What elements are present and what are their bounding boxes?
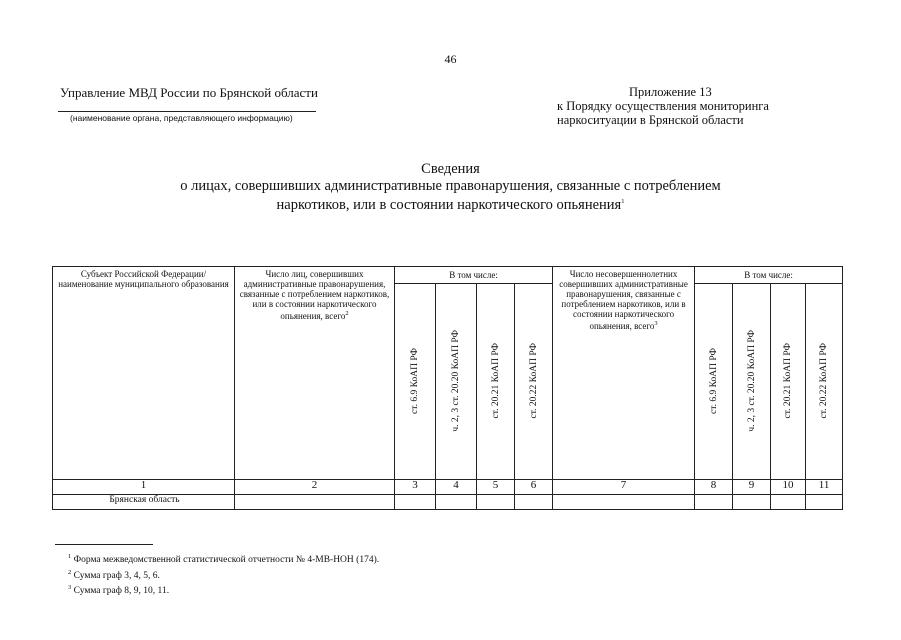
value-cell: [235, 495, 395, 510]
title-line-3-text: наркотиков, или в состоянии наркотического опьянения: [276, 196, 622, 213]
value-cell: [553, 495, 695, 510]
column-number: 4: [436, 480, 477, 495]
footnote-3: $^3$ Сумма граф 8, 9, 10, 11.: [68, 584, 170, 597]
value-cell: [733, 495, 771, 510]
annex-block: [557, 85, 769, 127]
region-cell: Брянская область: [53, 495, 235, 510]
value-cell: [771, 495, 806, 510]
value-cell: [395, 495, 436, 510]
value-cell: [695, 495, 733, 510]
value-cell: [515, 495, 553, 510]
footnote-separator: [55, 544, 153, 545]
organization-underline: [58, 111, 316, 112]
table-row: [53, 495, 843, 510]
column-number-row: [53, 480, 843, 495]
header-g1-col-4: ч. 2, 3 ст. 20.20 КоАП РФ: [436, 284, 477, 480]
header-g2-col-10: ст. 20.21 КоАП РФ: [771, 284, 806, 480]
value-cell: [436, 495, 477, 510]
header-subject: Субъект Российской Федерации/ наименование муниципального образования: [53, 267, 235, 480]
header-group2: В том числе:: [695, 267, 843, 284]
column-number: 1: [53, 480, 235, 495]
annex-line-2: к Порядку осуществления мониторинга: [557, 99, 769, 113]
column-number: 6: [515, 480, 553, 495]
header-total-persons: Число лиц, совершивших административные правонарушения, связанные с потреблением наркотиков, или в состоянии наркотического опьянения, всего$^2$: [235, 267, 395, 480]
value-cell: [477, 495, 515, 510]
column-number: 11: [806, 480, 843, 495]
column-number: 9: [733, 480, 771, 495]
organization-caption: (наименование органа, представляющего информацию): [70, 113, 293, 123]
column-number: 2: [235, 480, 395, 495]
title-footnote-ref: 1: [621, 198, 625, 205]
header-g2-col-8: ст. 6.9 КоАП РФ: [695, 284, 733, 480]
header-g2-col-9: ч. 2, 3 ст. 20.20 КоАП РФ: [733, 284, 771, 480]
footnotes: [68, 551, 379, 598]
statistics-table: [52, 266, 843, 510]
annex-line-1: Приложение 13: [629, 85, 712, 99]
annex-line-3: наркоситуации в Брянской области: [557, 113, 744, 127]
header-g1-col-5: ст. 20.21 КоАП РФ: [477, 284, 515, 480]
page-number: 46: [444, 52, 457, 66]
table-header-row-1: [53, 267, 843, 284]
column-number: 10: [771, 480, 806, 495]
column-number: 7: [553, 480, 695, 495]
title-line-3: [0, 194, 901, 213]
document-title: [0, 161, 901, 213]
header-total-minors: Число несовершеннолетних совершивших административные правонарушения, связанные с потреблением наркотиков, или в состоянии наркотического опьянения, всего$^3$: [553, 267, 695, 480]
header-g1-col-3: ст. 6.9 КоАП РФ: [395, 284, 436, 480]
column-number: 3: [395, 480, 436, 495]
column-number: 8: [695, 480, 733, 495]
value-cell: [806, 495, 843, 510]
footnote-1: $^1$ Форма межведомственной статистической отчетности № 4-МВ-НОН (174).: [68, 553, 380, 566]
title-line-1: Сведения: [421, 161, 480, 177]
column-number: 5: [477, 480, 515, 495]
organization-name: Управление МВД России по Брянской области: [60, 85, 318, 100]
title-line-2: о лицах, совершивших административные правонарушения, связанные с потреблением: [180, 177, 721, 194]
header-group1: В том числе:: [395, 267, 553, 284]
footnote-2: $^2$ Сумма граф 3, 4, 5, 6.: [68, 568, 160, 581]
header-g2-col-11: ст. 20.22 КоАП РФ: [806, 284, 843, 480]
header-g1-col-6: ст. 20.22 КоАП РФ: [515, 284, 553, 480]
